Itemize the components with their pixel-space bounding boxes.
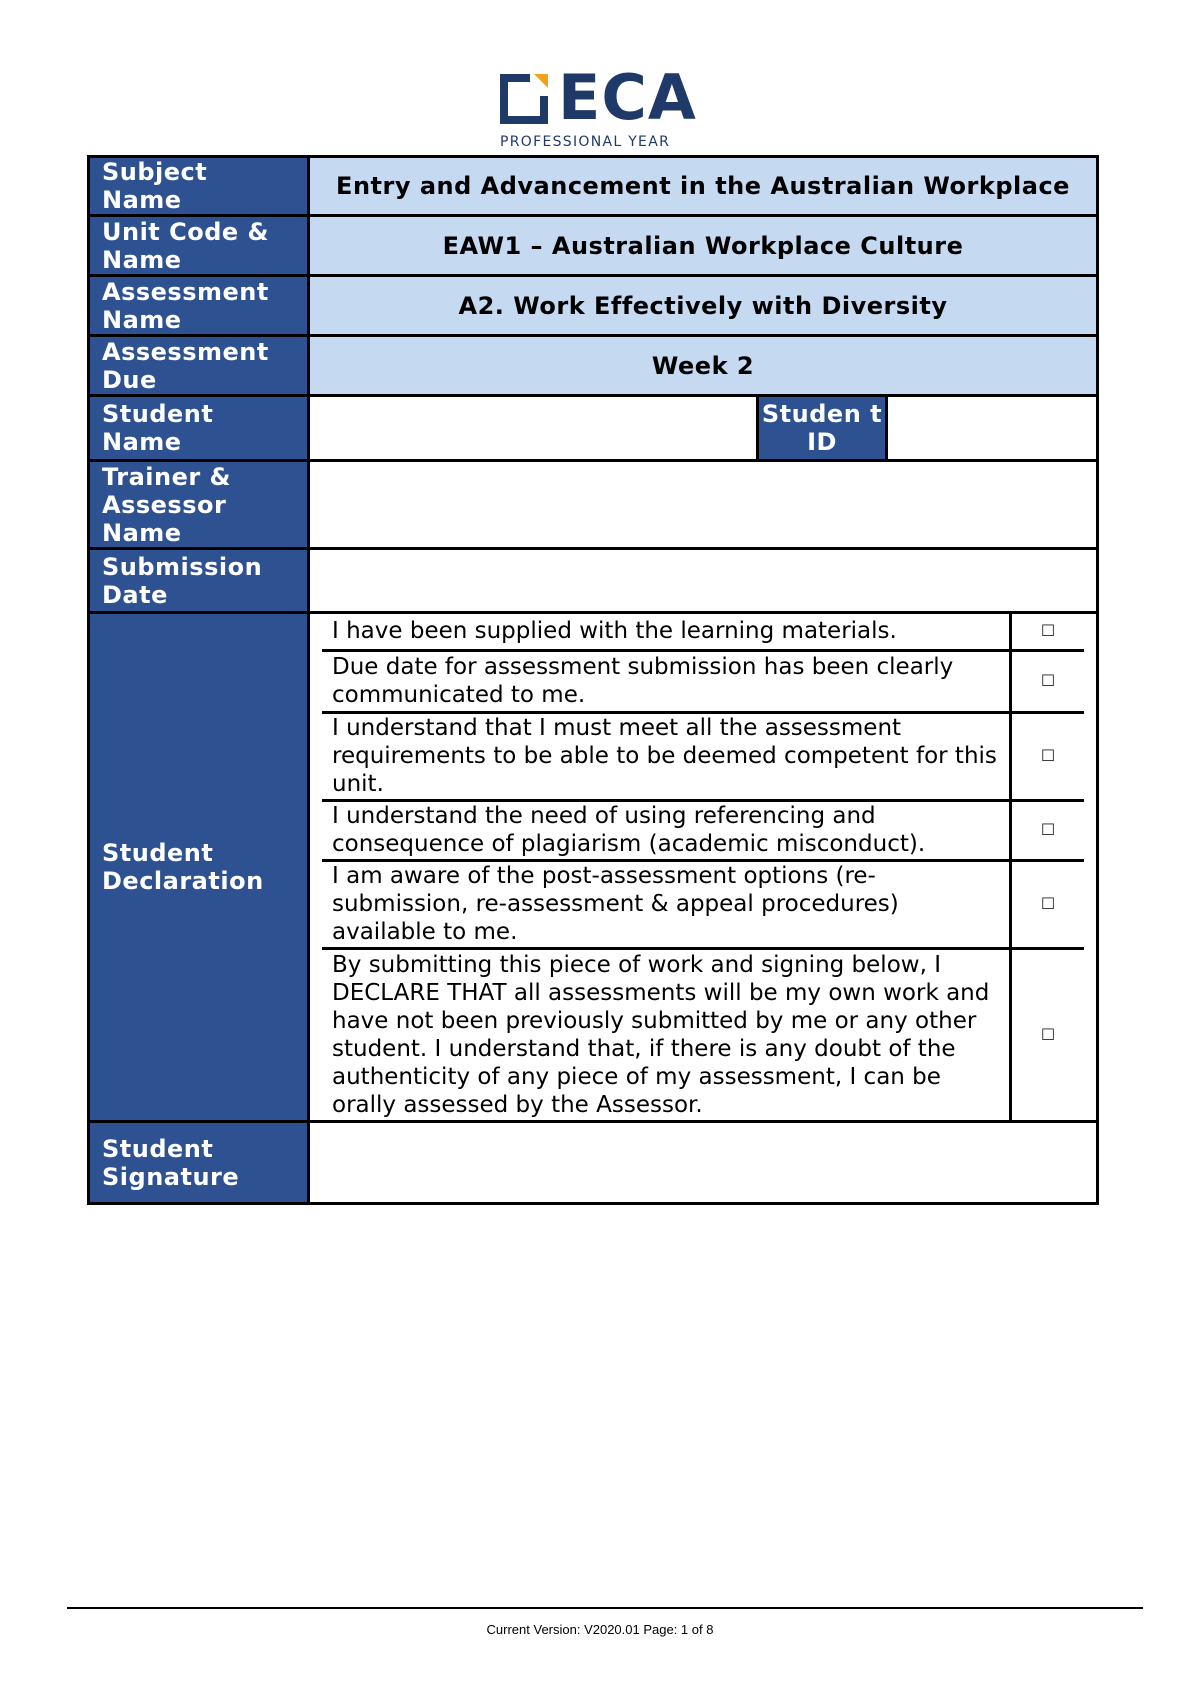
- trainer-field[interactable]: [309, 461, 1098, 549]
- declaration-item: [322, 712, 1084, 800]
- logo-tagline: PROFESSIONAL YEAR: [500, 134, 671, 150]
- declaration-statement: I am aware of the post-assessment options (re-submission, re-assessment & appeal procedures) available to me.: [322, 860, 1011, 948]
- declaration-item: [322, 860, 1084, 948]
- row-assessment-due: [89, 336, 1098, 396]
- declaration-item: [322, 800, 1084, 860]
- assessment-name-value: A2. Work Effectively with Diversity: [309, 276, 1098, 336]
- row-subject-name: [89, 157, 1098, 216]
- submission-date-field[interactable]: [309, 549, 1098, 613]
- assessment-due-value: Week 2: [309, 336, 1098, 396]
- declaration-statement: Due date for assessment submission has been clearly communicated to me.: [322, 650, 1011, 712]
- checkbox-icon[interactable]: ☐: [1011, 614, 1085, 650]
- checkbox-icon[interactable]: ☐: [1011, 712, 1085, 800]
- student-id-field[interactable]: [888, 397, 1084, 459]
- student-name-label: Student Name: [89, 396, 309, 461]
- submission-date-label: Submission Date: [89, 549, 309, 613]
- student-declaration-label: Student Declaration: [89, 613, 309, 1122]
- row-student-name: [89, 396, 1098, 461]
- checkbox-icon[interactable]: ☐: [1011, 860, 1085, 948]
- declaration-item: [322, 948, 1084, 1120]
- declaration-statement: By submitting this piece of work and signing below, I DECLARE THAT all assessments will be my own work and have not been previously submitted by me or any other student. I understand that, if there is any doubt of the authenticity of any piece of my assessment, I can be orally assessed by the Assessor.: [322, 948, 1011, 1120]
- student-name-field[interactable]: [322, 397, 759, 459]
- declaration-statement: I understand that I must meet all the assessment requirements to be able to be deemed competent for this unit.: [322, 712, 1011, 800]
- assessment-cover-table: [87, 155, 1099, 1205]
- assessment-due-label: Assessment Due: [89, 336, 309, 396]
- declaration-item: [322, 650, 1084, 712]
- checkbox-icon[interactable]: ☐: [1011, 800, 1085, 860]
- student-signature-field[interactable]: [309, 1122, 1098, 1204]
- row-assessment-name: [89, 276, 1098, 336]
- eca-logo-mark-icon: [500, 74, 548, 124]
- footer-version: Current Version: V2020.01 Page: 1 of 8: [486, 1622, 714, 1637]
- student-name-cell: [309, 396, 1098, 461]
- row-trainer: [89, 461, 1098, 549]
- logo-brand: ECA: [558, 61, 697, 134]
- row-submission-date: [89, 549, 1098, 613]
- row-student-declaration: [89, 613, 1098, 1122]
- row-unit-code: [89, 216, 1098, 276]
- footer-divider: [67, 1607, 1143, 1609]
- subject-name-value: Entry and Advancement in the Australian Workplace: [309, 157, 1098, 216]
- unit-code-value: EAW1 – Australian Workplace Culture: [309, 216, 1098, 276]
- unit-code-label: Unit Code & Name: [89, 216, 309, 276]
- assessment-name-label: Assessment Name: [89, 276, 309, 336]
- student-id-label: Studen t ID: [759, 397, 888, 459]
- row-student-signature: [89, 1122, 1098, 1204]
- eca-logo: [500, 61, 720, 152]
- checkbox-icon[interactable]: ☐: [1040, 1024, 1056, 1044]
- declaration-statement: I understand the need of using referencing and consequence of plagiarism (academic misconduct).: [322, 800, 1011, 860]
- declaration-item: [322, 614, 1084, 650]
- declaration-table: [322, 614, 1084, 1120]
- trainer-label: Trainer & Assessor Name: [89, 461, 309, 549]
- subject-name-label: Subject Name: [89, 157, 309, 216]
- declaration-cell: [309, 613, 1098, 1122]
- student-signature-label: Student Signature: [89, 1122, 309, 1204]
- checkbox-icon[interactable]: ☐: [1011, 650, 1085, 712]
- declaration-statement: I have been supplied with the learning materials.: [322, 614, 1011, 650]
